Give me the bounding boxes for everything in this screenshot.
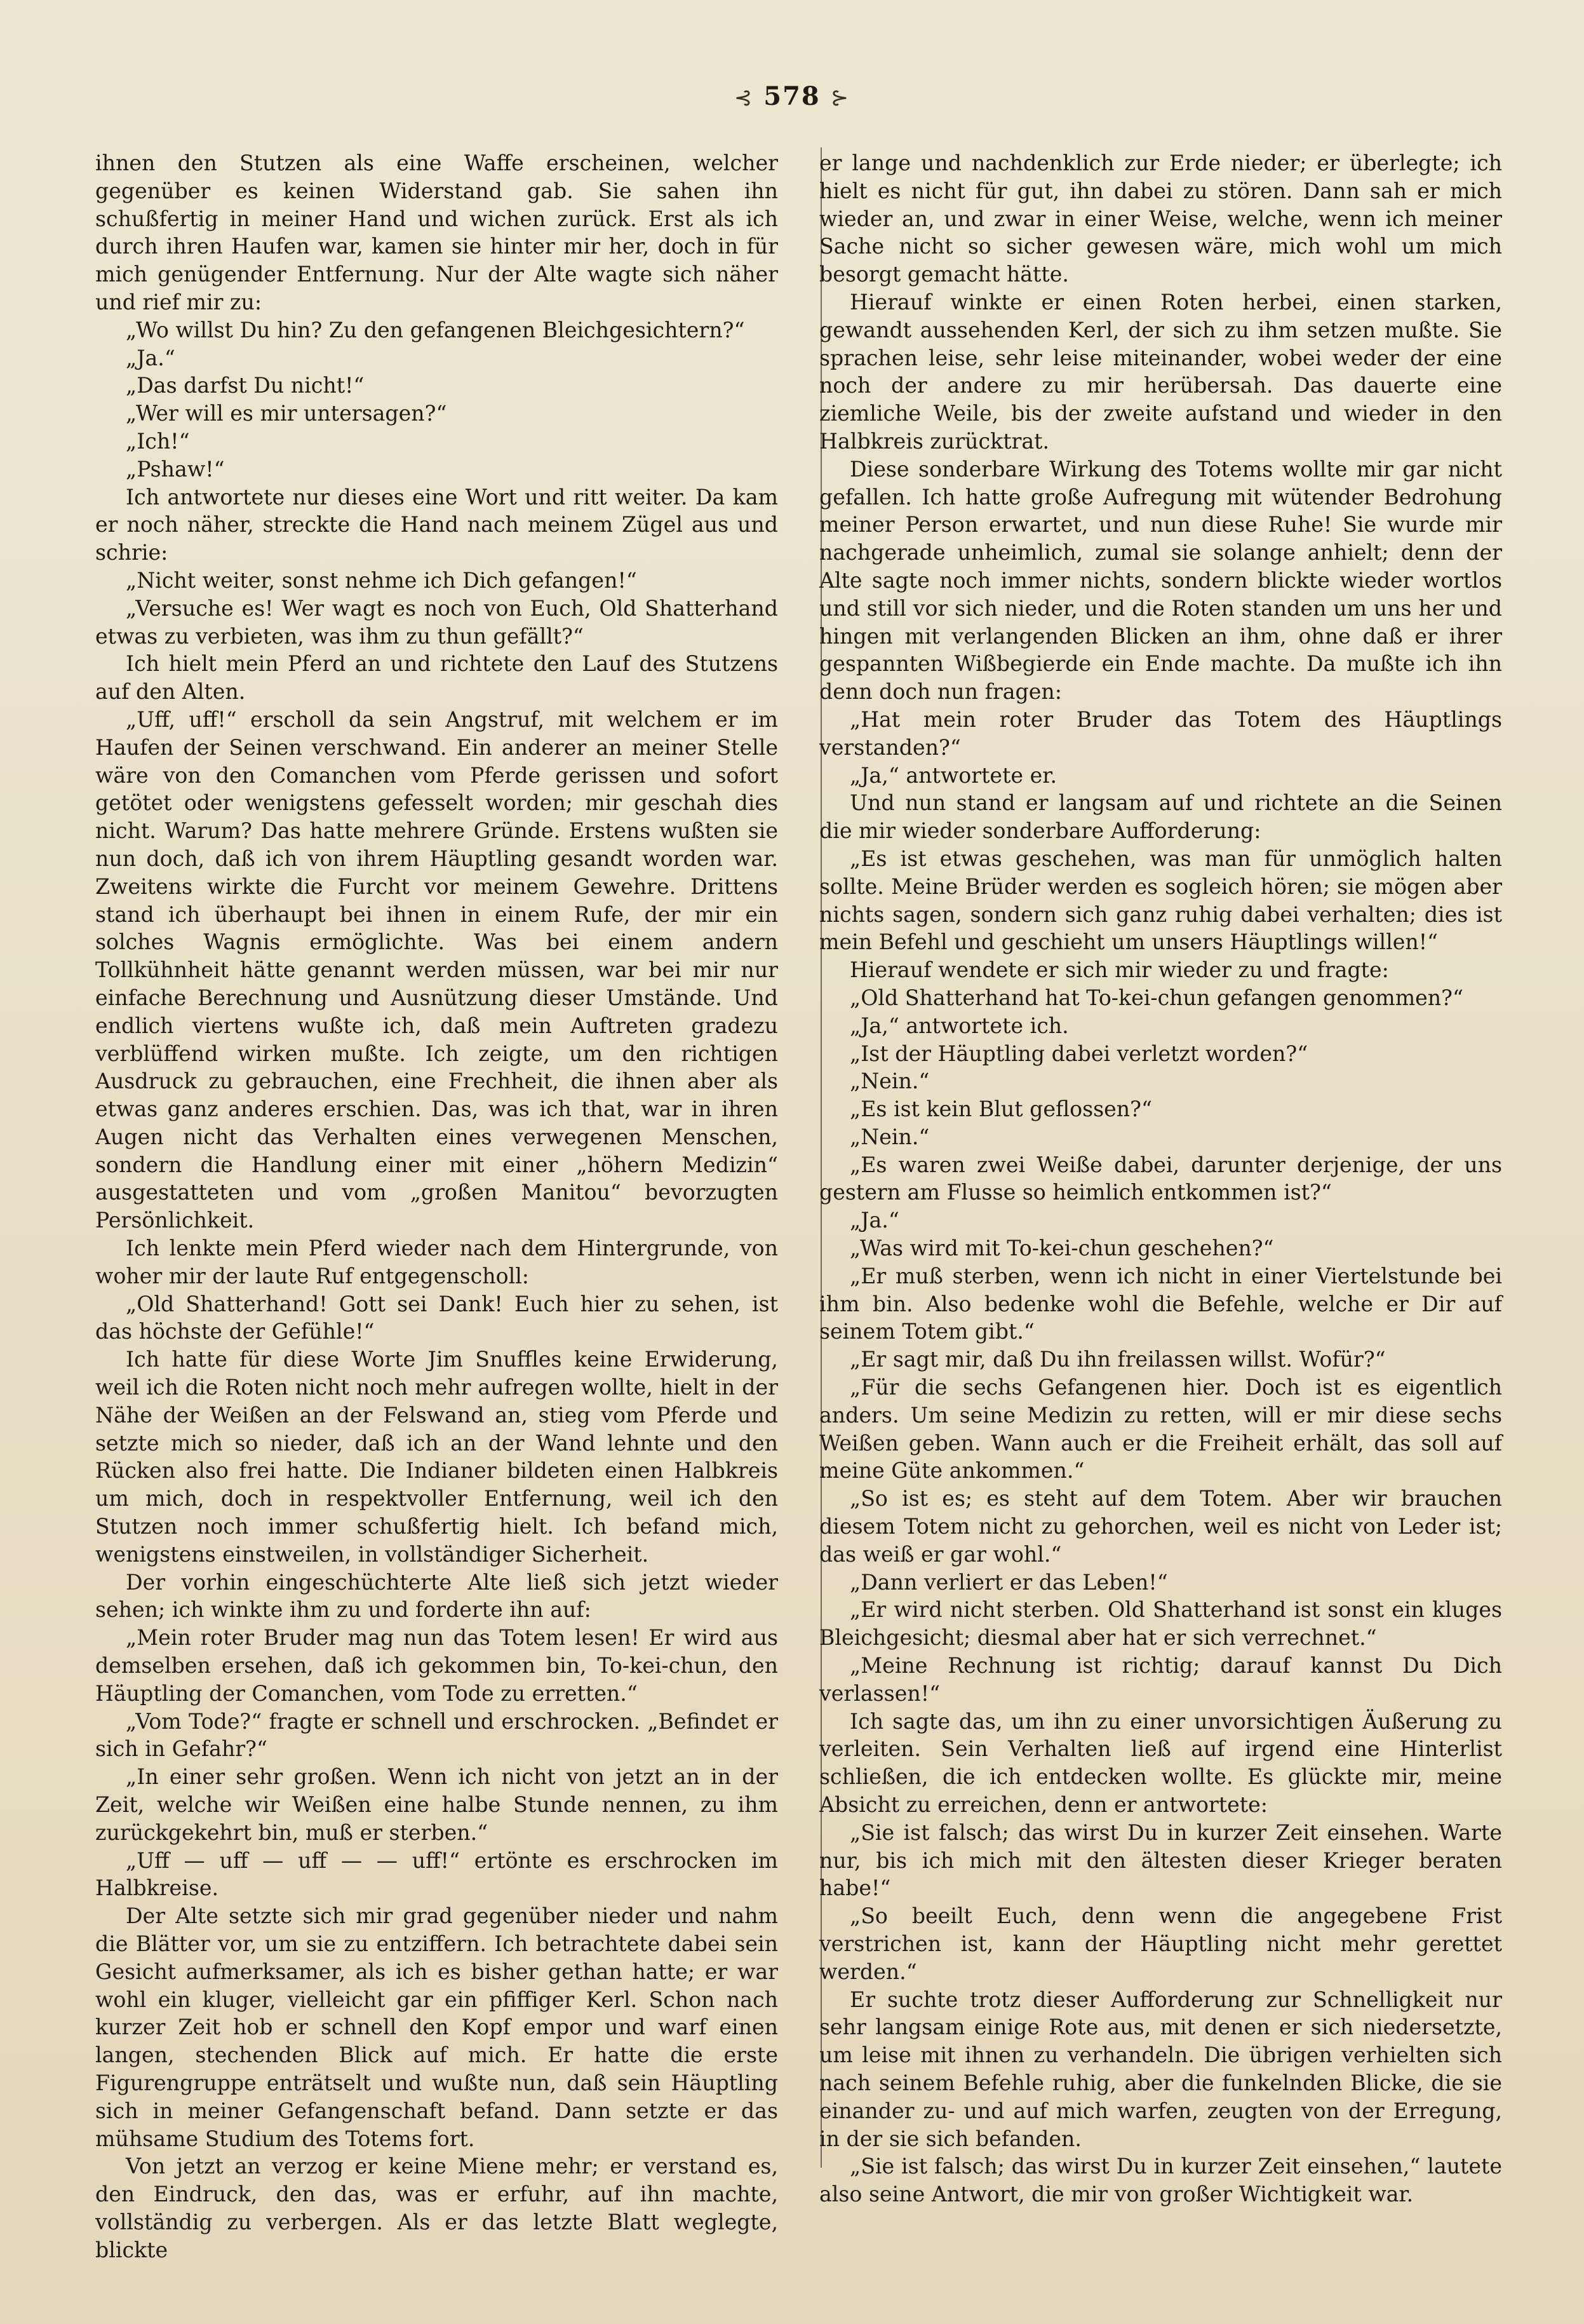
paragraph: „Uff, uff!“ erscholl da sein Angstruf, mit welchem er im Haufen der Seinen verschwand. Ein anderer an meiner Stelle wäre von den Comanchen vom Pferde gerissen und sofort getötet oder wenigstens gefesselt worden; mir geschah dies nicht. Warum? Das hatte mehrere Gründe. Erstens wußten sie nun doch, daß ich von ihrem Häuptling gesandt worden war. Zweitens wirkte die Furcht vor meinem Gewehre. Drittens stand ich überhaupt bei ihnen in einem Rufe, der mir ein solches Wagnis ermöglichte. Was bei einem andern Tollkühnheit hätte genannt werden müssen, war bei mir nur einfache Berechnung und Ausnützung dieser Umstände. Und endlich viertens wußte ich, daß mein Auftreten gradezu verblüffend wirken mußte. Ich zeigte, um den richtigen Ausdruck zu gebrauchen, eine Frechheit, die ihnen aber als etwas ganz anderes erschien. Das, was ich that, war in ihren Augen nicht das Verhalten eines verwegenen Menschen, sondern die Handlung einer mit einer „höhern Medizin“ ausgestatteten und vom „großen Manitou“ bevorzugten Persönlichkeit. [95,706,778,1233]
paragraph: „Sie ist falsch; das wirst Du in kurzer Zeit einsehen. Warte nur, bis ich mich mit den ältesten dieser Krieger beraten habe!“ [819,1820,1502,1901]
paragraph: ihnen den Stutzen als eine Waffe erscheinen, welcher gegenüber es keinen Widerstand gab. Sie sahen ihn schußfertig in meiner Hand und wichen zurück. Erst als ich durch ihren Haufen war, kamen sie hinter mir her, doch in für mich genügender Entfernung. Nur der Alte wagte sich näher und rief mir zu: [95,151,778,314]
left-column [95,149,778,2264]
paragraph: „Was wird mit To-kei-chun geschehen?“ [850,1236,1274,1261]
paragraph: „Es ist kein Blut geflossen?“ [850,1097,1152,1122]
paragraph: „Ich!“ [126,428,190,454]
right-column [819,149,1502,2208]
paragraph: Diese sonderbare Wirkung des Totems wollte mir gar nicht gefallen. Ich hatte große Aufregung mit wütender Bedrohung meiner Person erwartet, und nun diese Ruhe! Sie wurde mir nachgerade unheimlich, zumal sie solange anhielt; denn der Alte sagte noch immer nichts, sondern blickte wieder wortlos und still vor sich nieder, und die Roten standen um uns her und hingen mit verlangenden Blicken an ihm, ohne daß er ihrer gespannten Wißbegierde ein Ende machte. Da mußte ich ihn denn doch nun fragen: [819,456,1502,705]
paragraph: „Er muß sterben, wenn ich nicht in einer Viertelstunde bei ihm bin. Also bedenke wohl die Befehle, welche er Dir auf seinem Totem gibt.“ [819,1263,1502,1344]
paragraph: Ich sagte das, um ihn zu einer unvorsichtigen Äußerung zu verleiten. Sein Verhalten ließ auf irgend eine Hinterlist schließen, die ich entdecken wollte. Es glückte mir, meine Absicht zu erreichen, denn er antwortete: [819,1708,1502,1818]
paragraph: Ich hatte für diese Worte Jim Snuffles keine Erwiderung, weil ich die Roten nicht noch mehr aufregen wollte, hielt in der Nähe der Weißen an der Felswand an, stieg vom Pferde und setzte mich so nieder, daß ich an der Wand lehnte und den Rücken also frei hatte. Die Indianer bildeten einen Halbkreis um mich, doch in respektvoller Entfernung, weil ich den Stutzen noch immer schußfertig hielt. Ich befand mich, wenigstens einstweilen, in vollständiger Sicherheit. [95,1347,778,1567]
paragraph: „Nein.“ [850,1069,930,1094]
paragraph: er lange und nachdenklich zur Erde nieder; er überlegte; ich hielt es nicht für gut, ihn dabei zu stören. Dann sah er mich wieder an, und zwar in einer Weise, welche, wenn ich meiner Sache nicht so sicher gewesen wäre, mich wohl um mich besorgt gemacht hätte. [819,151,1502,287]
paragraph: „Pshaw!“ [126,456,225,482]
paragraph: „Dann verliert er das Leben!“ [850,1569,1168,1595]
paragraph: „Ist der Häuptling dabei verletzt worden?“ [850,1041,1308,1066]
page-number: 578 [763,81,821,111]
paragraph: „Uff — uff — uff — — uff!“ ertönte es erschrocken im Halbkreise. [95,1848,778,1901]
paragraph: „Ja.“ [850,1208,899,1233]
paragraph: „Er wird nicht sterben. Old Shatterhand ist sonst ein kluges Bleichgesicht; diesmal aber hat er sich verrechnet.“ [819,1597,1502,1651]
paragraph: Der vorhin eingeschüchterte Alte ließ sich jetzt wieder sehen; ich winkte ihm zu und forderte ihn auf: [95,1569,778,1623]
paragraph: „Sie ist falsch; das wirst Du in kurzer Zeit einsehen,“ lautete also seine Antwort, die mir von großer Wichtigkeit war. [819,2154,1502,2207]
paragraph: Er suchte trotz dieser Aufforderung zur Schnelligkeit nur sehr langsam einige Rote aus, mit denen er sich niedersetzte, um leise mit ihnen zu verhandeln. Die übrigen verhielten sich nach seinem Befehle ruhig, aber die funkelnden Blicke, die sie einander zu- und auf mich warfen, zeugten von der Erregung, in der sie sich befanden. [819,1987,1502,2151]
page-header [0,81,1584,111]
paragraph: „Ja,“ antwortete er. [850,762,1057,788]
paragraph: „Wo willst Du hin? Zu den gefangenen Bleichgesichtern?“ [126,317,745,342]
paragraph: „Es ist etwas geschehen, was man für unmöglich halten sollte. Meine Brüder werden es sogleich hören; sie mögen aber nichts sagen, sondern sich ganz ruhig dabei verhalten; dies ist mein Befehl und geschieht um unsers Häuptlings willen!“ [819,846,1502,955]
paragraph: Hierauf winkte er einen Roten herbei, einen starken, gewandt aussehenden Kerl, der sich zu ihm setzen mußte. Sie sprachen leise, sehr leise miteinander, wobei weder der eine noch der andere zu mir herübersah. Das dauerte eine ziemliche Weile, bis der zweite aufstand und wieder in den Halbkreis zurücktrat. [819,289,1502,454]
paragraph: „Es waren zwei Weiße dabei, darunter derjenige, der uns gestern am Flusse so heimlich entkommen ist?“ [819,1152,1502,1205]
paragraph: „Nicht weiter, sonst nehme ich Dich gefangen!“ [126,567,637,593]
left-ornament-icon: ⊰ [734,85,754,111]
paragraph: „Das darfst Du nicht!“ [126,373,365,398]
paragraph: „Old Shatterhand hat To-kei-chun gefangen genommen?“ [850,985,1463,1010]
paragraph: „Vom Tode?“ fragte er schnell und erschrocken. „Befindet er sich in Gefahr?“ [95,1708,778,1762]
paragraph: Ich hielt mein Pferd an und richtete den Lauf des Stutzens auf den Alten. [95,651,778,705]
paragraph: „Meine Rechnung ist richtig; darauf kannst Du Dich verlassen!“ [819,1653,1502,1706]
paragraph: Ich antwortete nur dieses eine Wort und ritt weiter. Da kam er noch näher, streckte die Hand nach meinem Zügel aus und schrie: [95,484,778,565]
paragraph: „Ja,“ antwortete ich. [850,1013,1069,1038]
paragraph: „Hat mein roter Bruder das Totem des Häuptlings verstanden?“ [819,706,1502,760]
paragraph: Und nun stand er langsam auf und richtete an die Seinen die mir wieder sonderbare Aufforderung: [819,790,1502,844]
paragraph: „Versuche es! Wer wagt es noch von Euch, Old Shatterhand etwas zu verbieten, was ihm zu thun gefällt?“ [95,595,778,649]
paragraph: Von jetzt an verzog er keine Miene mehr; er verstand es, den Eindruck, den das, was er erfuhr, auf ihn machte, vollständig zu verbergen. Als er das letzte Blatt weglegte, blickte [95,2154,778,2262]
right-ornament-icon: ⊱ [830,85,850,111]
paragraph: „Für die sechs Gefangenen hier. Doch ist es eigentlich anders. Um seine Medizin zu retten, will er mir diese sechs Weißen geben. Wann auch er die Freiheit erhält, das soll auf meine Güte ankommen.“ [819,1375,1502,1483]
paragraph: „Nein.“ [850,1124,930,1149]
paragraph: „Wer will es mir untersagen?“ [126,401,447,426]
paragraph: Hierauf wendete er sich mir wieder zu und fragte: [850,957,1389,983]
paragraph: „Er sagt mir, daß Du ihn freilassen willst. Wofür?“ [850,1347,1386,1372]
paragraph: „So ist es; es steht auf dem Totem. Aber wir brauchen diesem Totem nicht zu gehorchen, weil es nicht von Leder ist; das weiß er gar wohl.“ [819,1486,1502,1567]
paragraph: „Old Shatterhand! Gott sei Dank! Euch hier zu sehen, ist das höchste der Gefühle!“ [95,1291,778,1344]
paragraph: Der Alte setzte sich mir grad gegenüber nieder und nahm die Blätter vor, um sie zu entziffern. Ich betrachtete dabei sein Gesicht aufmerksamer, als ich es bisher gethan hatte; er war wohl ein kluger, vielleicht gar ein pfiffiger Kerl. Schon nach kurzer Zeit hob er schnell den Kopf empor und warf einen langen, stechenden Blick auf mich. Er hatte die erste Figurengruppe enträtselt und wußte nun, daß sein Häuptling sich in meiner Gefangenschaft befand. Dann setzte er das mühsame Studium des Totems fort. [95,1903,778,2151]
paragraph: Ich lenkte mein Pferd wieder nach dem Hintergrunde, von woher mir der laute Ruf entgegenscholl: [95,1236,778,1288]
paragraph: „Mein roter Bruder mag nun das Totem lesen! Er wird aus demselben ersehen, daß ich gekommen bin, To-kei-chun, den Häuptling der Comanchen, vom Tode zu erretten.“ [95,1625,778,1706]
paragraph: „Ja.“ [126,345,175,370]
paragraph: „So beeilt Euch, denn wenn die angegebene Frist verstrichen ist, kann der Häuptling nicht mehr gerettet werden.“ [819,1903,1502,1984]
paragraph: „In einer sehr großen. Wenn ich nicht von jetzt an in der Zeit, welche wir Weißen eine halbe Stunde nennen, zu ihm zurückgekehrt bin, muß er sterben.“ [95,1764,778,1845]
